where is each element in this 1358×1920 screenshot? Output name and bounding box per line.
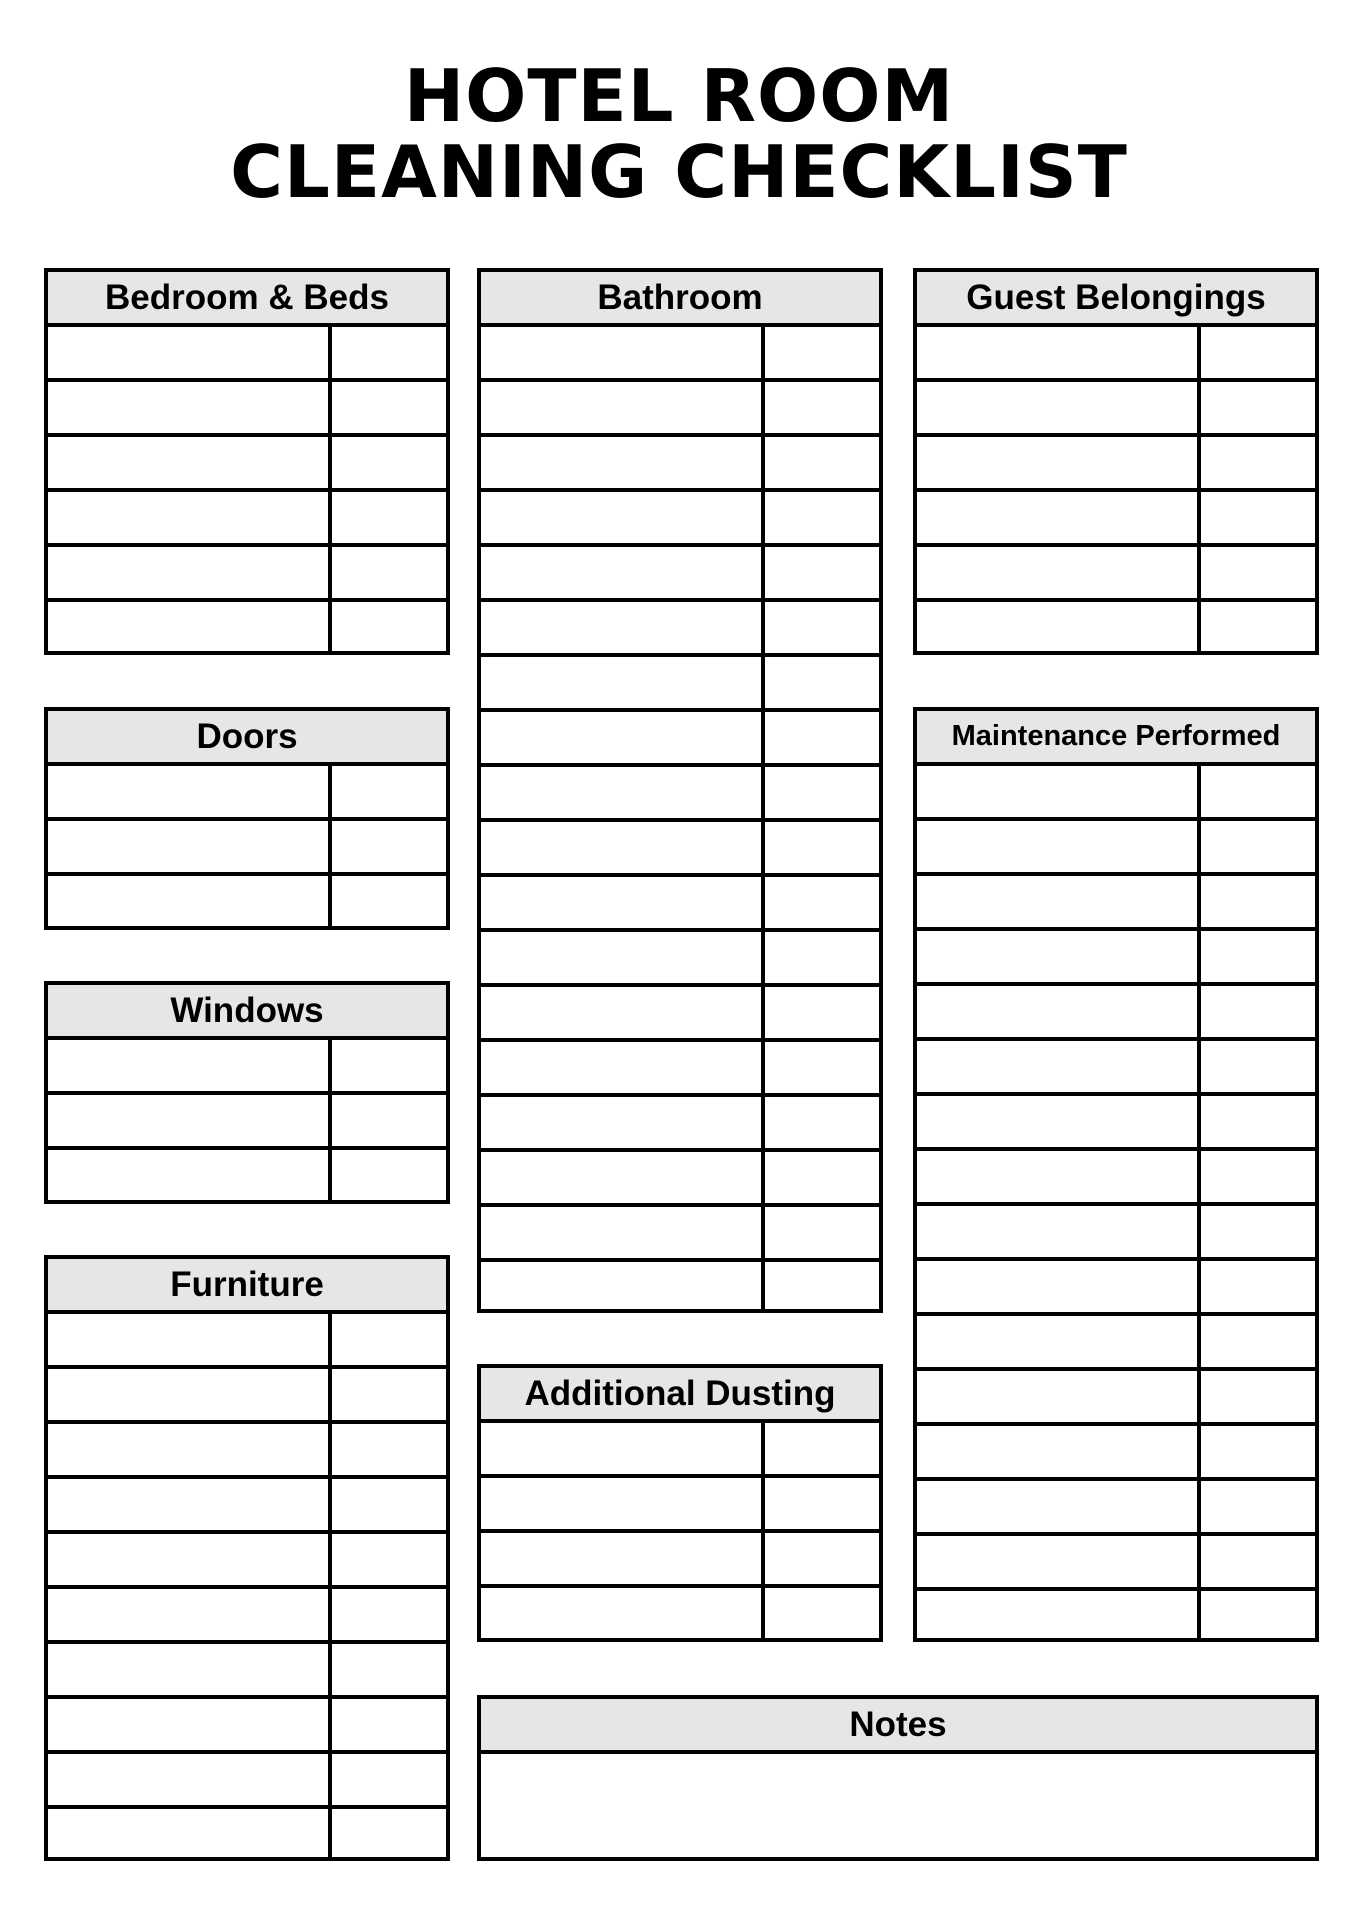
- task-cell[interactable]: [481, 492, 765, 543]
- checklist-row: [917, 931, 1315, 986]
- checklist-row: [481, 602, 879, 657]
- task-cell[interactable]: [481, 1042, 765, 1093]
- section-header: Maintenance Performed: [917, 711, 1315, 766]
- checkbox-cell[interactable]: [332, 492, 446, 543]
- task-cell[interactable]: [48, 1534, 332, 1585]
- checkbox-cell[interactable]: [332, 1809, 446, 1860]
- task-cell[interactable]: [917, 327, 1201, 378]
- checkbox-cell[interactable]: [765, 1423, 879, 1474]
- checkbox-cell[interactable]: [1201, 382, 1315, 433]
- task-cell[interactable]: [48, 327, 332, 378]
- checklist-row: [48, 327, 446, 382]
- checkbox-cell[interactable]: [332, 1150, 446, 1201]
- task-cell[interactable]: [917, 492, 1201, 543]
- checklist-row: [48, 1644, 446, 1699]
- section-header: Windows: [48, 985, 446, 1040]
- task-cell[interactable]: [917, 602, 1201, 653]
- checklist-row: [917, 547, 1315, 602]
- checklist-row: [917, 437, 1315, 492]
- task-cell[interactable]: [917, 547, 1201, 598]
- checklist-row: [48, 1150, 446, 1201]
- task-cell[interactable]: [48, 876, 332, 927]
- task-cell[interactable]: [48, 1699, 332, 1750]
- checkbox-cell[interactable]: [765, 1207, 879, 1258]
- checklist-row: [481, 932, 879, 987]
- checklist-row: [481, 712, 879, 767]
- checkbox-cell[interactable]: [1201, 1041, 1315, 1092]
- checklist-row: [48, 437, 446, 492]
- task-cell[interactable]: [917, 1481, 1201, 1532]
- checklist-row: [917, 1371, 1315, 1426]
- task-cell[interactable]: [917, 1371, 1201, 1422]
- task-cell[interactable]: [48, 1809, 332, 1860]
- task-cell[interactable]: [48, 1095, 332, 1146]
- checkbox-cell[interactable]: [332, 1314, 446, 1365]
- checklist-row: [481, 767, 879, 822]
- task-cell[interactable]: [481, 1588, 765, 1639]
- checklist-row: [48, 876, 446, 927]
- task-cell[interactable]: [48, 766, 332, 817]
- checkbox-cell[interactable]: [332, 602, 446, 653]
- task-cell[interactable]: [917, 766, 1201, 817]
- checkbox-cell[interactable]: [332, 437, 446, 488]
- checkbox-cell[interactable]: [765, 877, 879, 928]
- checklist-row: [481, 437, 879, 492]
- checkbox-cell[interactable]: [1201, 1536, 1315, 1587]
- task-cell[interactable]: [917, 1426, 1201, 1477]
- checklist-row: [48, 1424, 446, 1479]
- task-cell[interactable]: [48, 1424, 332, 1475]
- task-cell[interactable]: [481, 382, 765, 433]
- task-cell[interactable]: [48, 1040, 332, 1091]
- checkbox-cell[interactable]: [332, 1589, 446, 1640]
- task-cell[interactable]: [481, 1207, 765, 1258]
- task-cell[interactable]: [48, 1314, 332, 1365]
- checkbox-cell[interactable]: [765, 712, 879, 763]
- checklist-row: [481, 327, 879, 382]
- checkbox-cell[interactable]: [765, 1097, 879, 1148]
- task-cell[interactable]: [917, 1536, 1201, 1587]
- checkbox-cell[interactable]: [332, 1534, 446, 1585]
- checklist-row: [481, 1588, 879, 1639]
- page-title-line-2: CLEANING CHECKLIST: [230, 130, 1128, 214]
- checklist-row: [48, 1369, 446, 1424]
- task-cell[interactable]: [48, 547, 332, 598]
- checkbox-cell[interactable]: [1201, 1261, 1315, 1312]
- task-cell[interactable]: [917, 437, 1201, 488]
- checkbox-cell[interactable]: [765, 987, 879, 1038]
- checkbox-cell[interactable]: [332, 547, 446, 598]
- checklist-row: [917, 766, 1315, 821]
- section-additional-dusting: [477, 1364, 883, 1642]
- checklist-row: [481, 822, 879, 877]
- checkbox-cell[interactable]: [1201, 876, 1315, 927]
- section-header: Additional Dusting: [481, 1368, 879, 1423]
- checkbox-cell[interactable]: [765, 932, 879, 983]
- task-cell[interactable]: [481, 437, 765, 488]
- checkbox-cell[interactable]: [765, 437, 879, 488]
- section-header: Guest Belongings: [917, 272, 1315, 327]
- checkbox-cell[interactable]: [332, 1369, 446, 1420]
- checklist-row: [917, 986, 1315, 1041]
- section-bedroom-beds: [44, 268, 450, 655]
- checkbox-cell[interactable]: [1201, 547, 1315, 598]
- checkbox-cell[interactable]: [1201, 986, 1315, 1037]
- checklist-row: [481, 1533, 879, 1588]
- checklist-row: [481, 1097, 879, 1152]
- checklist-row: [48, 492, 446, 547]
- task-cell[interactable]: [917, 382, 1201, 433]
- checklist-row: [917, 1536, 1315, 1591]
- checkbox-cell[interactable]: [332, 382, 446, 433]
- checkbox-cell[interactable]: [765, 1588, 879, 1639]
- checklist-row: [48, 1589, 446, 1644]
- section-doors: [44, 707, 450, 930]
- task-cell[interactable]: [48, 602, 332, 653]
- checklist-row: [917, 1481, 1315, 1536]
- task-cell[interactable]: [481, 1097, 765, 1148]
- checklist-row: [481, 657, 879, 712]
- task-cell[interactable]: [481, 657, 765, 708]
- checklist-row: [481, 1042, 879, 1097]
- checklist-row: [48, 1754, 446, 1809]
- checkbox-cell[interactable]: [1201, 1316, 1315, 1367]
- checkbox-cell[interactable]: [1201, 1591, 1315, 1642]
- checklist-row: [481, 547, 879, 602]
- checklist-row: [481, 1478, 879, 1533]
- checkbox-cell[interactable]: [765, 1042, 879, 1093]
- checklist-row: [48, 1809, 446, 1860]
- section-header: Furniture: [48, 1259, 446, 1314]
- checkbox-cell[interactable]: [332, 876, 446, 927]
- checkbox-cell[interactable]: [765, 1152, 879, 1203]
- checkbox-cell[interactable]: [765, 382, 879, 433]
- task-cell[interactable]: [917, 1151, 1201, 1202]
- task-cell[interactable]: [48, 1479, 332, 1530]
- task-cell[interactable]: [48, 1589, 332, 1640]
- checkbox-cell[interactable]: [332, 327, 446, 378]
- checklist-row: [481, 492, 879, 547]
- checkbox-cell[interactable]: [1201, 1371, 1315, 1422]
- checkbox-cell[interactable]: [765, 822, 879, 873]
- checklist-row: [48, 1314, 446, 1369]
- checkbox-cell[interactable]: [332, 766, 446, 817]
- task-cell[interactable]: [917, 986, 1201, 1037]
- checklist-row: [917, 821, 1315, 876]
- checkbox-cell[interactable]: [1201, 766, 1315, 817]
- checklist-row: [481, 987, 879, 1042]
- task-cell[interactable]: [481, 822, 765, 873]
- checkbox-cell[interactable]: [1201, 1151, 1315, 1202]
- checklist-row: [48, 382, 446, 437]
- task-cell[interactable]: [917, 1041, 1201, 1092]
- task-cell[interactable]: [917, 1316, 1201, 1367]
- section-maintenance-performed: [913, 707, 1319, 1642]
- checklist-row: [917, 602, 1315, 653]
- checklist-row: [917, 1151, 1315, 1206]
- task-cell[interactable]: [481, 1152, 765, 1203]
- checklist-row: [917, 1426, 1315, 1481]
- checklist-row: [481, 1423, 879, 1478]
- checklist-row: [917, 1096, 1315, 1151]
- checkbox-cell[interactable]: [765, 657, 879, 708]
- checkbox-cell[interactable]: [1201, 602, 1315, 653]
- checklist-row: [48, 1040, 446, 1095]
- checklist-row: [481, 877, 879, 932]
- checkbox-cell[interactable]: [765, 1478, 879, 1529]
- section-header: Doors: [48, 711, 446, 766]
- checklist-row: [481, 1262, 879, 1313]
- task-cell[interactable]: [481, 1478, 765, 1529]
- checkbox-cell[interactable]: [765, 492, 879, 543]
- checkbox-cell[interactable]: [1201, 1206, 1315, 1257]
- checklist-row: [48, 1699, 446, 1754]
- checklist-row: [48, 766, 446, 821]
- task-cell[interactable]: [481, 602, 765, 653]
- task-cell[interactable]: [48, 1150, 332, 1201]
- checklist-row: [917, 1316, 1315, 1371]
- task-cell[interactable]: [481, 547, 765, 598]
- checklist-row: [917, 327, 1315, 382]
- checkbox-cell[interactable]: [765, 602, 879, 653]
- checkbox-cell[interactable]: [1201, 1096, 1315, 1147]
- checkbox-cell[interactable]: [332, 1699, 446, 1750]
- checkbox-cell[interactable]: [332, 1095, 446, 1146]
- checklist-row: [917, 1206, 1315, 1261]
- task-cell[interactable]: [481, 712, 765, 763]
- checkbox-cell[interactable]: [332, 1479, 446, 1530]
- section-bathroom: [477, 268, 883, 1313]
- checkbox-cell[interactable]: [1201, 821, 1315, 872]
- task-cell[interactable]: [917, 1206, 1201, 1257]
- checklist-row: [48, 547, 446, 602]
- checklist-row: [481, 1207, 879, 1262]
- section-header: Bedroom & Beds: [48, 272, 446, 327]
- section-header: Bathroom: [481, 272, 879, 327]
- task-cell[interactable]: [48, 437, 332, 488]
- checklist-row: [917, 492, 1315, 547]
- task-cell[interactable]: [481, 327, 765, 378]
- task-cell[interactable]: [48, 1644, 332, 1695]
- checkbox-cell[interactable]: [1201, 1426, 1315, 1477]
- task-cell[interactable]: [48, 492, 332, 543]
- checkbox-cell[interactable]: [332, 821, 446, 872]
- task-cell[interactable]: [481, 877, 765, 928]
- checkbox-cell[interactable]: [1201, 492, 1315, 543]
- checkbox-cell[interactable]: [332, 1754, 446, 1805]
- checkbox-cell[interactable]: [1201, 437, 1315, 488]
- task-cell[interactable]: [481, 1423, 765, 1474]
- checklist-row: [48, 821, 446, 876]
- checkbox-cell[interactable]: [765, 547, 879, 598]
- page-title-line-1: HOTEL ROOM: [403, 54, 955, 138]
- checklist-row: [917, 1041, 1315, 1096]
- task-cell[interactable]: [917, 876, 1201, 927]
- checklist-row: [917, 382, 1315, 437]
- task-cell[interactable]: [481, 1533, 765, 1584]
- checkbox-cell[interactable]: [765, 767, 879, 818]
- task-cell[interactable]: [917, 1096, 1201, 1147]
- section-furniture: [44, 1255, 450, 1861]
- checklist-row: [48, 602, 446, 653]
- task-cell[interactable]: [917, 931, 1201, 982]
- task-cell[interactable]: [481, 987, 765, 1038]
- checkbox-cell[interactable]: [332, 1424, 446, 1475]
- checklist-row: [48, 1095, 446, 1150]
- section-guest-belongings: [913, 268, 1319, 655]
- task-cell[interactable]: [481, 767, 765, 818]
- task-cell[interactable]: [917, 821, 1201, 872]
- checklist-row: [917, 1591, 1315, 1642]
- checklist-row: [481, 382, 879, 437]
- checkbox-cell[interactable]: [765, 1533, 879, 1584]
- section-notes: [477, 1695, 1319, 1861]
- checklist-row: [48, 1479, 446, 1534]
- task-cell[interactable]: [481, 932, 765, 983]
- checkbox-cell[interactable]: [1201, 931, 1315, 982]
- checklist-row: [917, 1261, 1315, 1316]
- task-cell[interactable]: [48, 821, 332, 872]
- checklist-row: [481, 1152, 879, 1207]
- task-cell[interactable]: [48, 1369, 332, 1420]
- task-cell[interactable]: [917, 1261, 1201, 1312]
- checklist-row: [48, 1534, 446, 1589]
- checkbox-cell[interactable]: [765, 1262, 879, 1313]
- checkbox-cell[interactable]: [1201, 1481, 1315, 1532]
- checkbox-cell[interactable]: [332, 1644, 446, 1695]
- checklist-row: [917, 876, 1315, 931]
- notes-header: Notes: [481, 1699, 1315, 1754]
- section-windows: [44, 981, 450, 1204]
- checkbox-cell[interactable]: [1201, 327, 1315, 378]
- checkbox-cell[interactable]: [332, 1040, 446, 1091]
- task-cell[interactable]: [917, 1591, 1201, 1642]
- task-cell[interactable]: [481, 1262, 765, 1313]
- task-cell[interactable]: [48, 1754, 332, 1805]
- notes-area[interactable]: [481, 1754, 1315, 1861]
- task-cell[interactable]: [48, 382, 332, 433]
- checkbox-cell[interactable]: [765, 327, 879, 378]
